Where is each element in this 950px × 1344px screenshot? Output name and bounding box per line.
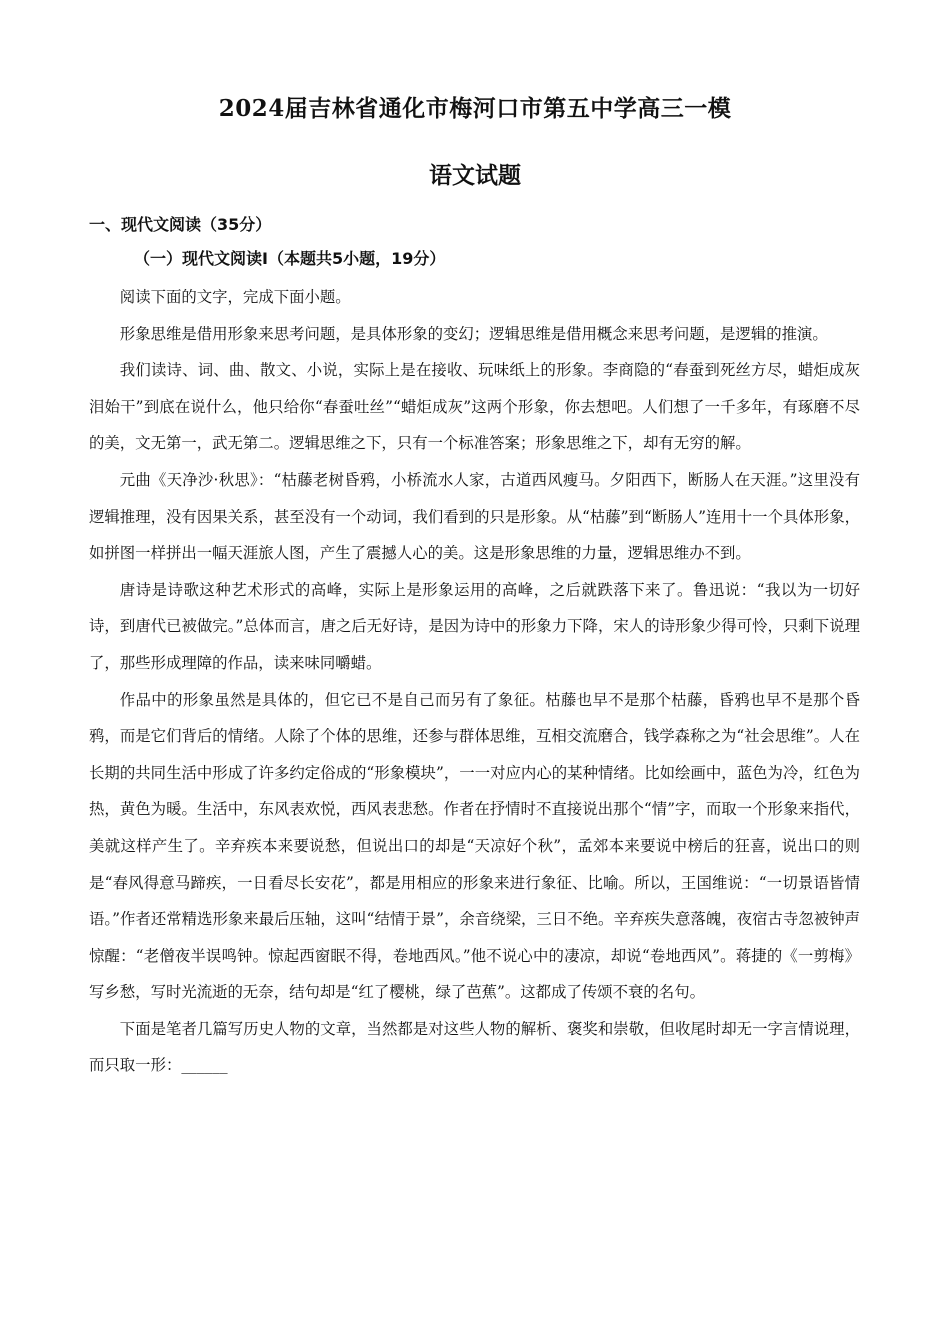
body-paragraph: 元曲《天净沙·秋思》：“枯藤老树昏鸦，小桥流水人家，古道西风瘦马。夕阳西下，断肠人在天涯。”这里没有逻辑推理，没有因果关系，甚至没有一个动词，我们看到的只是形象。从“枯藤”到“断肠人”连用十一个具体形象，如拼图一样拼出一幅天涯旅人图，产生了震撼人心的美。这是形象思维的力量，逻辑思维办不到。 — [89, 470, 860, 563]
subsection-heading: （一）现代文阅读Ⅰ（本题共5小题，19分） — [134, 249, 446, 268]
body-paragraph: 形象思维是借用形象来思考问题，是具体形象的变幻；逻辑思维是借用概念来思考问题，是逻辑的推演。 — [119, 324, 828, 343]
document-title: 2024届吉林省通化市梅河口市第五中学高三一模 — [218, 95, 732, 122]
body-paragraph: 我们读诗、词、曲、散文、小说，实际上是在接收、玩味纸上的形象。李商隐的“春蚕到死丝方尽，蜡炬成灰泪始干”到底在说什么，他只给你“春蚕吐丝”“蜡炬成灰”这两个形象，你去想吧。人们想了一千多年，有琢磨不尽的美，文无第一，武无第二。逻辑思维之下，只有一个标准答案；形象思维之下，却有无穷的解。 — [89, 361, 860, 453]
reading-passage — [89, 279, 860, 1084]
section-heading: 一、现代文阅读（35分） — [89, 215, 272, 234]
document-subtitle: 语文试题 — [429, 162, 521, 189]
body-paragraph: 作品中的形象虽然是具体的，但它已不是自己而另有了象征。枯藤也早不是那个枯藤，昏鸦也早不是那个昏鸦，而是它们背后的情绪。人除了个体的思维，还参与群体思维，互相交流磨合，钱学森称之为“社会思维”。人在长期的共同生活中形成了许多约定俗成的“形象模块”，一一对应内心的某种情绪。比如绘画中，蓝色为冷，红色为热，黄色为暖。生活中，东风表欢悦，西风表悲愁。作者在抒情时不直接说出那个“情”字，而取一个形象来指代，美就这样产生了。辛弃疾本来要说愁，但说出口的却是“天凉好个秋”，孟郊本来要说中榜后的狂喜，说出口的则是“春风得意马蹄疾，一日看尽长安花”，都是用相应的形象来进行象征、比喻。所以，王国维说：“一切景语皆情语。”作者还常精选形象来最后压轴，这叫“结情于景”，余音绕梁，三日不绝。辛弃疾失意落魄，夜宿古寺忽被钟声惊醒：“老僧夜半误鸣钟。惊起西窗眠不得，卷地西风。”他不说心中的凄凉，却说“卷地西风”。蒋捷的《一剪梅》写乡愁，写时光流逝的无奈，结句却是“红了樱桃，绿了芭蕉”。这都成了传颂不衰的名句。 — [89, 690, 860, 1002]
body-paragraph: 唐诗是诗歌这种艺术形式的高峰，实际上是形象运用的高峰，之后就跌落下来了。鲁迅说：“我以为一切好诗，到唐代已被做完。”总体而言，唐之后无好诗，是因为诗中的形象力下降，宋人的诗形象少得可怜，只剩下说理了，那些形成理障的作品，读来味同嚼蜡。 — [89, 580, 860, 672]
body-paragraph: 下面是笔者几篇写历史人物的文章，当然都是对这些人物的解析、褒奖和崇敬，但收尾时却无一字言情说理，而只取一形：______ — [89, 1019, 860, 1075]
instruction-paragraph: 阅读下面的文字，完成下面小题。 — [119, 288, 351, 306]
